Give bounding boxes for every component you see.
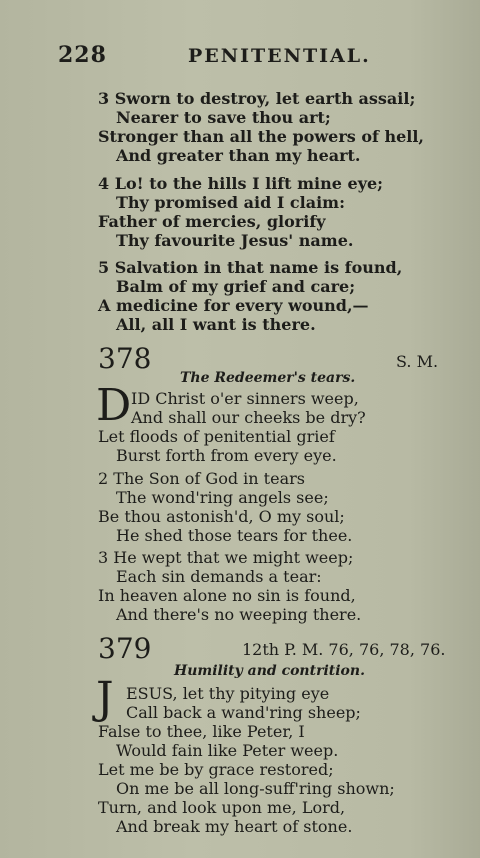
verse-line: In heaven alone no sin is found, [98,586,356,605]
verse-line: Would fain like Peter weep. [116,741,339,760]
hymn-subtitle: The Redeemer's tears. [180,370,356,386]
page-title: PENITENTIAL. [188,45,371,67]
verse-line: And break my heart of stone. [116,817,353,836]
verse-line: Father of mercies, glorify [98,212,326,231]
verse-line: Turn, and look upon me, Lord, [98,798,346,817]
verse-line: Nearer to save thou art; [116,108,331,127]
verse-line: All, all I want is there. [116,315,316,334]
verse-line: Let floods of penitential grief [98,427,335,446]
verse-line: 5 Salvation in that name is found, [98,258,403,277]
page-number: 228 [58,42,107,68]
verse-line: He shed those tears for thee. [116,526,353,545]
verse-line: False to thee, like Peter, I [98,722,305,741]
verse-line: Thy promised aid I claim: [116,193,346,212]
verse-line: Each sin demands a tear: [116,567,322,586]
verse-line: 3 Sworn to destroy, let earth assail; [98,89,416,108]
verse-line: And greater than my heart. [116,146,361,165]
hymn-meter: 12th P. M. 76, 76, 78, 76. [242,640,446,659]
verse-line: The wond'ring angels see; [116,488,329,507]
verse-line: Burst forth from every eye. [116,446,337,465]
hymn-meter: S. M. [396,352,439,371]
verse-line: 2 The Son of God in tears [98,469,305,488]
verse-line: ID Christ o'er sinners weep, [131,389,359,408]
verse-line: On me be all long-suff'ring shown; [116,779,395,798]
verse-line: ESUS, let thy pitying eye [126,684,330,703]
hymn-number: 379 [98,632,152,665]
verse-line: And shall our cheeks be dry? [131,408,366,427]
hymn-number: 378 [98,342,152,375]
drop-cap: J [96,673,114,724]
verse-line: A medicine for every wound,— [98,296,369,315]
verse-line: 4 Lo! to the hills I lift mine eye; [98,174,384,193]
verse-line: Be thou astonish'd, O my soul; [98,507,345,526]
verse-line: Thy favourite Jesus' name. [116,231,354,250]
verse-line: Call back a wand'ring sheep; [126,703,361,722]
verse-line: Let me be by grace restored; [98,760,334,779]
drop-cap: D [96,380,132,431]
hymn-subtitle: Humility and contrition. [174,663,365,679]
verse-line: And there's no weeping there. [116,605,362,624]
verse-line: Stronger than all the powers of hell, [98,127,424,146]
verse-line: 3 He wept that we might weep; [98,548,354,567]
verse-line: Balm of my grief and care; [116,277,356,296]
